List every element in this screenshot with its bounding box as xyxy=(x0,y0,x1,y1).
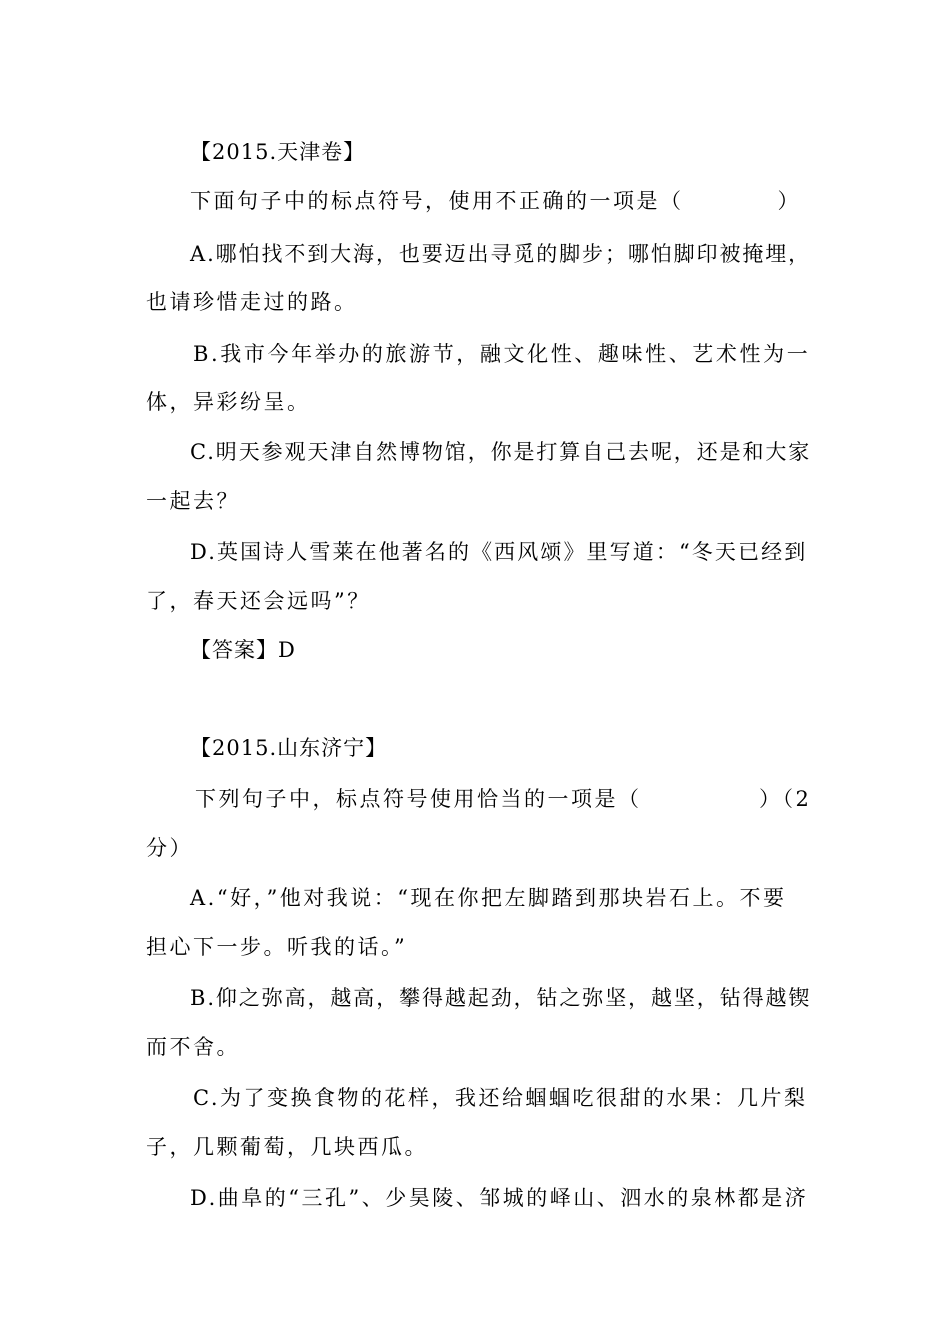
section2-option-d-line1: D.曲阜的“三孔”、少昊陵、邹城的峄山、泗水的泉林都是济 xyxy=(190,1186,809,1210)
section1-option-a-line2: 也请珍惜走过的路。 xyxy=(146,290,358,314)
section1-option-c-line2: 一起去？ xyxy=(146,489,240,513)
section1-option-a-line1: A.哪怕找不到大海，也要迈出寻觅的脚步；哪怕脚印被掩埋， xyxy=(190,242,812,266)
section1-option-d-line2: 了，春天还会远吗”？ xyxy=(146,589,371,613)
section1-question: 下面句子中的标点符号，使用不正确的一项是（ ） xyxy=(190,189,801,213)
section1-option-b-line1: B.我市今年举办的旅游节，融文化性、趣味性、艺术性为一 xyxy=(193,342,811,366)
section2-option-b-line2: 而不舍。 xyxy=(146,1035,240,1059)
section2-header: 【2015.山东济宁】 xyxy=(190,736,388,760)
section1-option-b-line2: 体，异彩纷呈。 xyxy=(146,390,311,414)
section2-option-a-line2: 担心下一步。听我的话。” xyxy=(146,935,408,959)
section2-option-c-line2: 子，几颗葡萄，几块西瓜。 xyxy=(146,1135,428,1159)
section2-option-b-line1: B.仰之弥高，越高，攀得越起劲，钻之弥坚，越坚，钻得越锲 xyxy=(190,986,812,1010)
section1-header: 【2015.天津卷】 xyxy=(190,140,366,164)
section2-option-a-line1: A.“好，”他对我说：“现在你把左脚踏到那块岩石上。不要 xyxy=(190,886,787,910)
section1-option-c-line1: C.明天参观天津自然博物馆，你是打算自己去呢，还是和大家 xyxy=(190,440,812,464)
section1-option-d-line1: D.英国诗人雪莱在他著名的《西风颂》里写道：“冬天已经到 xyxy=(190,540,808,564)
section1-answer: 【答案】D xyxy=(190,638,296,662)
section2-question-line1: 下列句子中，标点符号使用恰当的一项是（ ）（2 xyxy=(195,787,812,811)
section2-option-c-line1: C.为了变换食物的花样，我还给蝈蝈吃很甜的水果：几片梨 xyxy=(193,1086,808,1110)
section2-question-line2: 分） xyxy=(146,836,193,860)
